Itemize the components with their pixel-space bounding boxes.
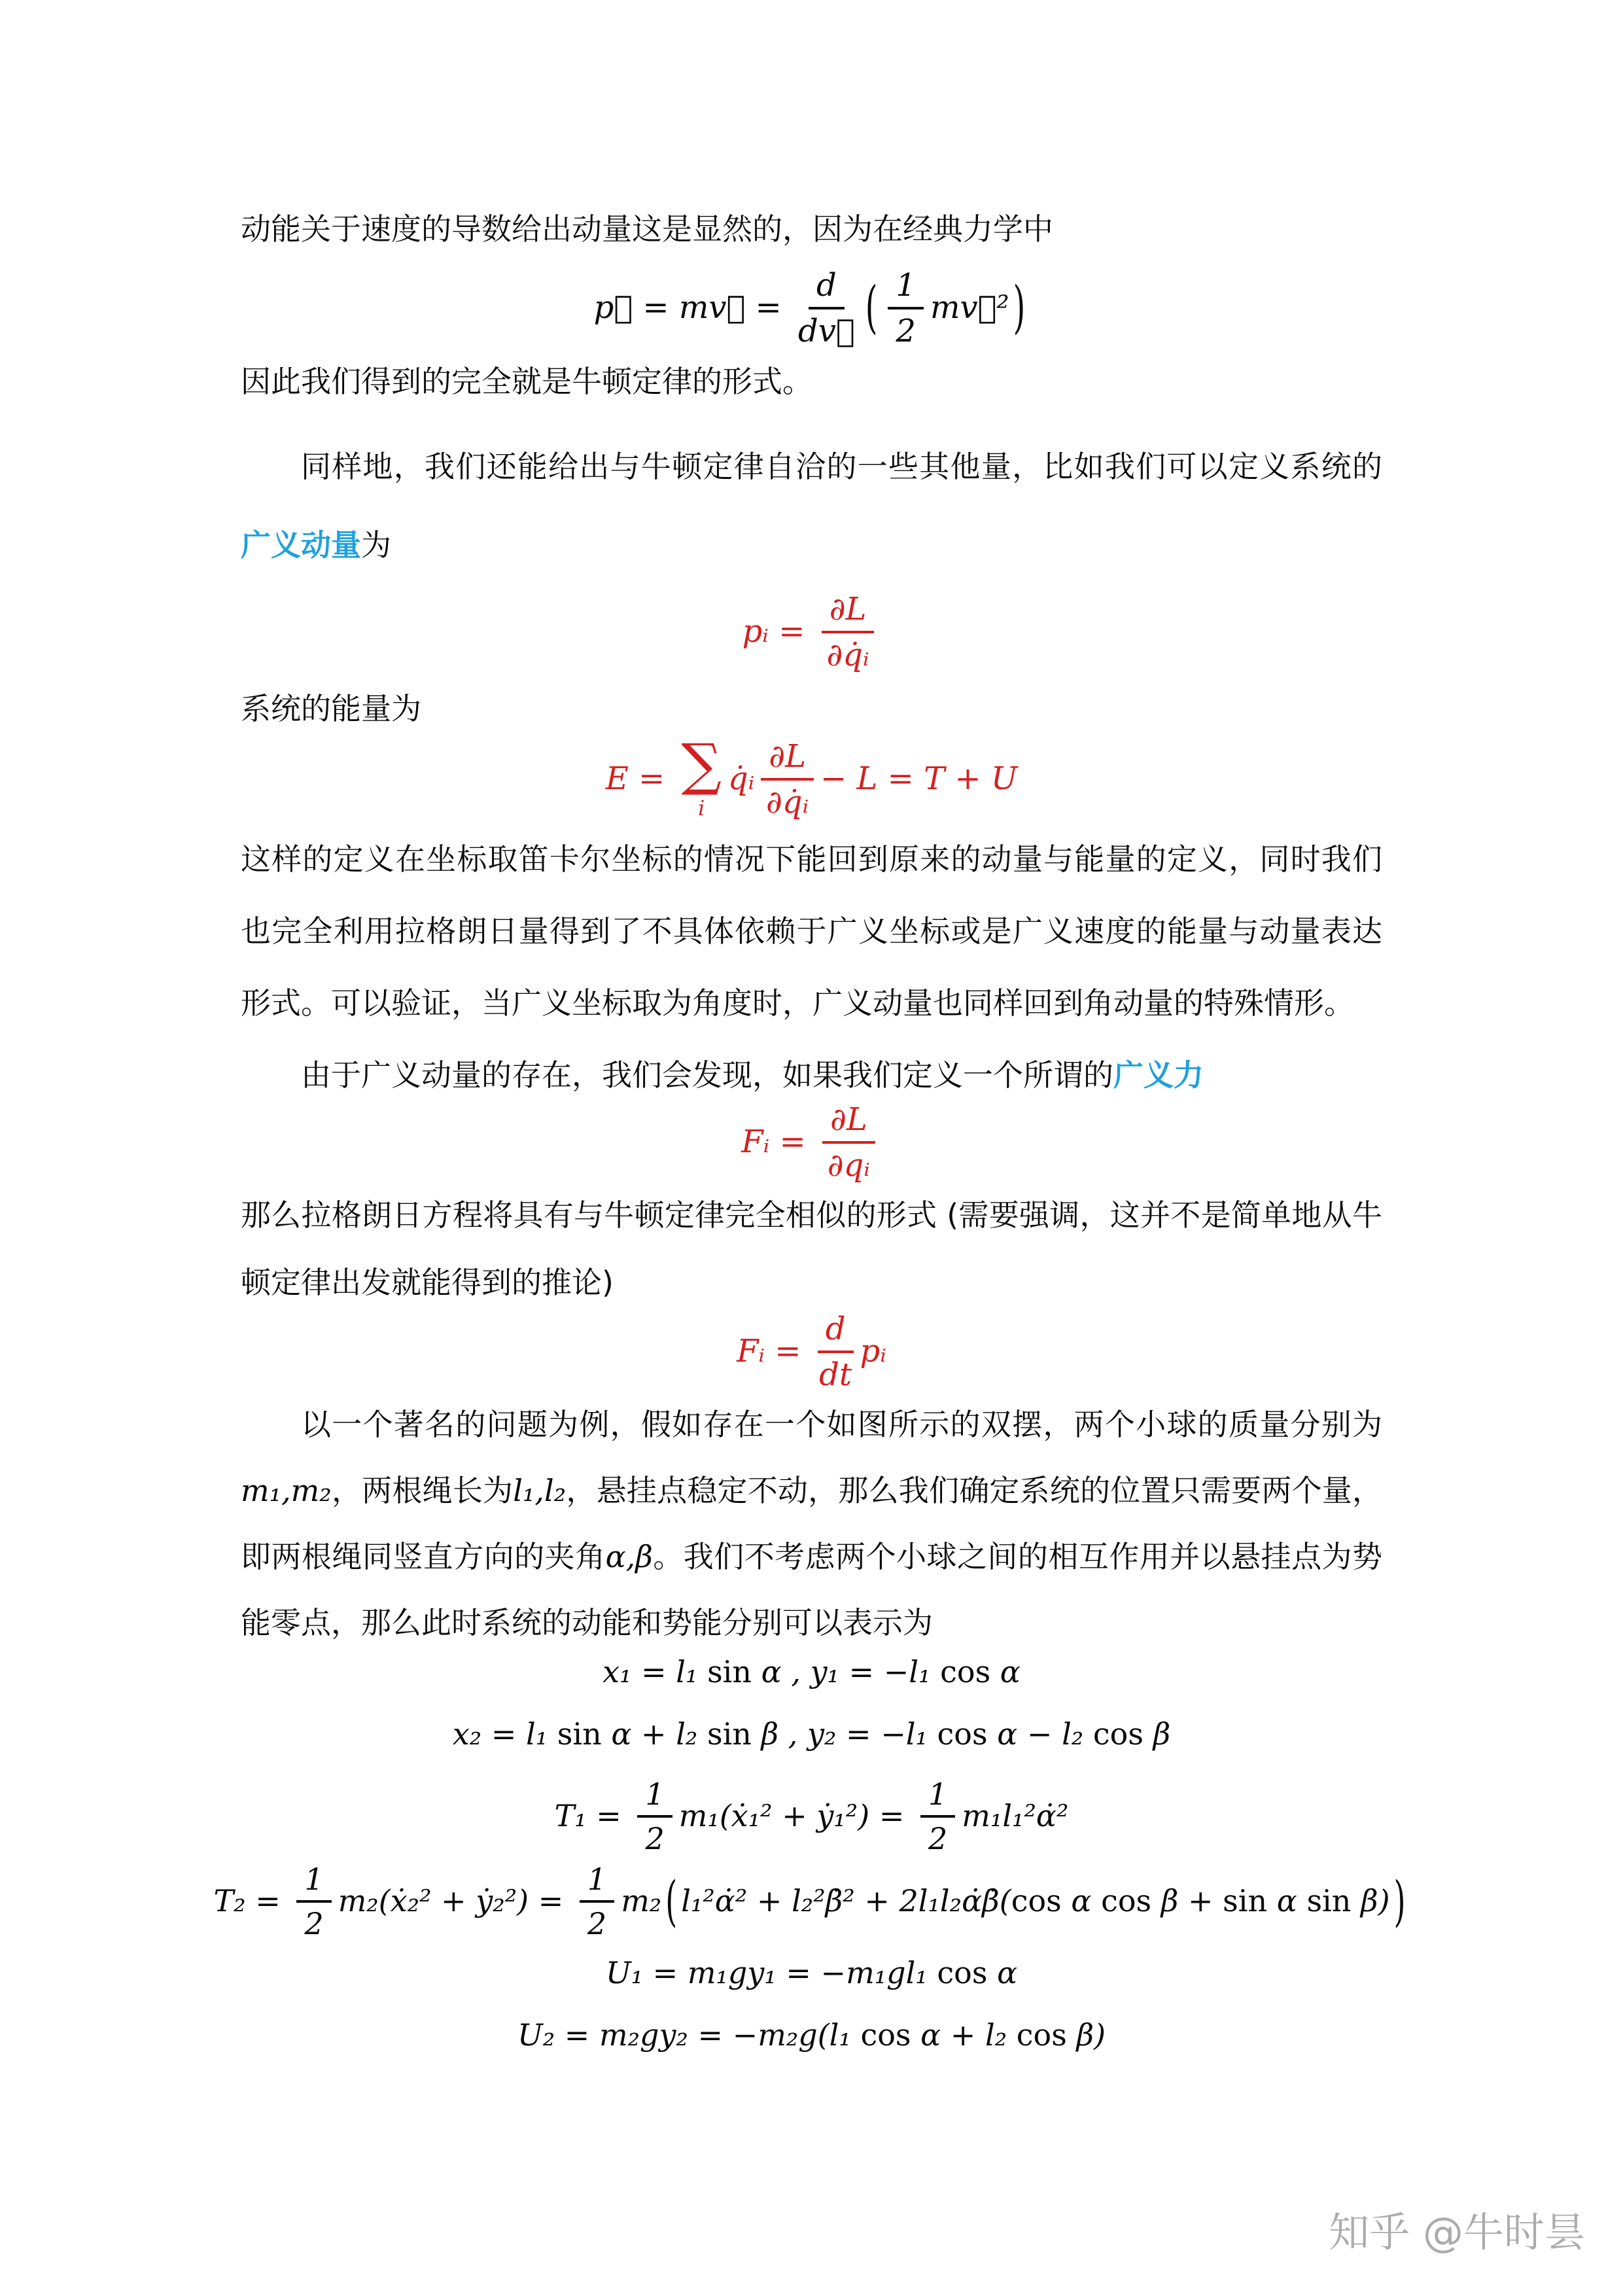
fraction-half — [637, 1777, 672, 1855]
equation-part: U₂ = m₂gy₂ = −m₂g(l₁ — [517, 2017, 861, 2053]
equation-part: α — [1267, 1883, 1307, 1918]
equation-part: β) — [1066, 2017, 1106, 2053]
formula-generalized-force — [241, 1099, 1382, 1184]
paragraph-text: ，悬挂点稳定不动，那么我们确定系统的位置只需要两个量，即两根绳同竖直方向的夹角 — [241, 1473, 1383, 1574]
cos-function: cos — [1016, 2017, 1067, 2053]
math-variable-masses: m₁,m₂ — [241, 1473, 332, 1508]
highlight-generalized-momentum: 广义动量 — [241, 527, 361, 563]
fraction-denominator: 2 — [645, 1821, 665, 1856]
equation-kinetic-energy-2 — [213, 1861, 1406, 1941]
fraction-denominator: ∂q̇ᵢ — [766, 784, 809, 821]
equation-part: m₂(ẋ₂² + ẏ₂²) = — [338, 1883, 573, 1918]
equation-part: α , y₁ = −l₁ — [752, 1654, 941, 1689]
equation-kinetic-energy-1 — [241, 1776, 1382, 1855]
equation-position-2 — [241, 1714, 1382, 1754]
fraction — [822, 1102, 875, 1182]
sin-function: sin — [1223, 1883, 1268, 1918]
paragraph-text: 以一个著名的问题为例，假如存在一个如图所示的双摆，两个小球的质量分别为 — [301, 1407, 1382, 1442]
equation-part: U₁ = m₁gy₁ = −m₁gl₁ — [605, 1955, 937, 1990]
equation-part: β , y₂ = −l₁ — [751, 1716, 937, 1752]
fraction-numerator: 1 — [637, 1777, 672, 1818]
fraction-numerator: ∂L — [822, 1102, 875, 1144]
cos-function: cos — [860, 2017, 911, 2053]
cos-function: cos — [940, 1654, 991, 1689]
sin-function: sin — [557, 1716, 602, 1752]
fraction — [761, 739, 814, 819]
summation-limit: i — [698, 795, 705, 821]
fraction — [818, 1311, 854, 1392]
equation-part: T₂ = — [213, 1883, 290, 1918]
equation-part: α — [1061, 1883, 1102, 1918]
math-variable-angles: α,β — [605, 1539, 653, 1574]
formula-lhs: E = — [605, 760, 675, 797]
paragraph-lagrange-similar-form — [241, 1182, 1382, 1316]
fraction-denominator: 2 — [928, 1821, 948, 1856]
formula-generalized-momentum — [241, 589, 1382, 674]
formula-energy — [241, 723, 1382, 834]
fraction-denominator: 2 — [896, 313, 916, 349]
fraction-numerator: ∂L — [761, 739, 814, 781]
fraction-numerator: 1 — [888, 268, 924, 309]
cos-function: cos — [1092, 1716, 1143, 1752]
fraction-half — [888, 268, 924, 348]
fraction-denominator: ∂qᵢ — [827, 1147, 870, 1184]
equation-part: l₁²α̇² + l₂²β̇² + 2l₁l₂α̇β̇( — [681, 1883, 1011, 1918]
equation-position-1 — [241, 1652, 1382, 1691]
fraction — [822, 592, 875, 672]
formula-lhs: pᵢ = — [742, 613, 815, 650]
right-paren: ) — [1393, 1869, 1406, 1933]
paragraph-text: 同样地，我们还能给出与牛顿定律自洽的一些其他量，比如我们可以定义系统的 — [301, 449, 1382, 484]
paragraph-text: 为 — [361, 527, 391, 563]
paragraph-text: 这样的定义在坐标取笛卡尔坐标的情况下能回到原来的动量与能量的定义，同时我们也完全利用拉格朗日量得到了不具体依赖于广义坐标或是广义速度的能量与动量表达形式。可以验证，当广义坐标取为角度时，广义动量也同样回到角动量的特殊情形。 — [241, 841, 1382, 1021]
paragraph-text: 系统的能量为 — [241, 691, 421, 726]
paragraph-text: 由于广义动量的存在，我们会发现，如果我们定义一个所谓的 — [301, 1057, 1113, 1093]
sin-function: sin — [707, 1716, 752, 1752]
formula-body: mv⃗² — [930, 289, 1009, 326]
equation-part: m₁l₁²α̇² — [962, 1798, 1069, 1833]
fraction-numerator: ∂L — [822, 592, 875, 633]
paragraph-kinetic-derivative — [241, 193, 1382, 265]
fraction-numerator: d — [809, 268, 845, 309]
cos-function: cos — [937, 1716, 988, 1752]
equation-part: m₁(ẋ₁² + ẏ₁²) = — [678, 1798, 914, 1833]
sin-function: sin — [707, 1654, 752, 1689]
paragraph-newton-form — [241, 345, 1382, 417]
sin-function: sin — [1306, 1883, 1352, 1918]
cos-function: cos — [1011, 1883, 1062, 1918]
fraction-half — [920, 1777, 955, 1855]
formula-rhs: pᵢ — [860, 1333, 886, 1369]
equation-part: α — [990, 1654, 1021, 1689]
zhihu-watermark: 知乎 @牛时昙 — [1329, 2208, 1585, 2256]
fraction-half — [580, 1862, 614, 1940]
right-paren: ) — [1013, 274, 1026, 341]
fraction-denominator: dv⃗ — [798, 313, 855, 349]
formula-momentum-newton — [241, 255, 1382, 360]
paragraph-double-pendulum-setup — [241, 1392, 1382, 1656]
formula-rhs: − L = T + U — [820, 760, 1018, 797]
formula-force-momentum-derivative — [241, 1309, 1382, 1394]
fraction-numerator: 1 — [296, 1862, 331, 1903]
equation-part: α — [987, 1955, 1018, 1990]
formula-lhs: p⃗ = mv⃗ = — [593, 289, 792, 326]
paragraph-text: 因此我们得到的完全就是牛顿定律的形式。 — [241, 364, 812, 399]
equation-part: x₁ = l₁ — [602, 1654, 708, 1689]
left-paren: ( — [665, 1869, 678, 1933]
equation-part: T₁ = — [554, 1798, 631, 1833]
qdot-term: q̇ᵢ — [727, 760, 755, 797]
equation-part: m₂ — [621, 1883, 662, 1918]
summation — [681, 732, 722, 821]
fraction-half — [296, 1862, 331, 1940]
equation-potential-energy-1 — [241, 1953, 1382, 1992]
formula-lhs: Fᵢ = — [741, 1123, 816, 1160]
paragraph-text: ，两根绳长为 — [331, 1473, 514, 1508]
sigma-symbol: ∑ — [681, 732, 722, 798]
fraction-denominator: ∂q̇ᵢ — [826, 637, 869, 673]
cos-function: cos — [1101, 1883, 1152, 1918]
paragraph-cartesian-definition — [241, 823, 1382, 1039]
fraction-numerator: d — [818, 1311, 854, 1353]
paragraph-generalized-momentum-intro — [241, 427, 1382, 584]
cos-function: cos — [937, 1955, 988, 1990]
fraction-denominator: dt — [819, 1356, 852, 1393]
formula-lhs: Fᵢ = — [737, 1333, 811, 1369]
equation-part: α + l₂ — [911, 2017, 1017, 2053]
fraction — [798, 268, 855, 348]
fraction-numerator: 1 — [580, 1862, 614, 1903]
fraction-denominator: 2 — [304, 1906, 324, 1941]
paragraph-text: 那么拉格朗日方程将具有与牛顿定律完全相似的形式 (需要强调，这并不是简单地从牛顿定律出发就能得到的推论) — [241, 1197, 1382, 1300]
paragraph-text: 动能关于速度的导数给出动量这是显然的，因为在经典力学中 — [241, 211, 1053, 247]
equation-part: x₂ = l₁ — [452, 1716, 557, 1752]
equation-part: α − l₂ — [987, 1716, 1093, 1752]
highlight-generalized-force: 广义力 — [1113, 1057, 1204, 1093]
left-paren: ( — [865, 274, 878, 341]
equation-part: β) — [1351, 1883, 1390, 1918]
math-variable-lengths: l₁,l₂ — [513, 1473, 567, 1508]
equation-part: β — [1143, 1716, 1171, 1752]
equation-part: β + — [1151, 1883, 1223, 1918]
equation-part: α + l₂ — [601, 1716, 707, 1752]
fraction-numerator: 1 — [920, 1777, 955, 1818]
fraction-denominator: 2 — [587, 1906, 607, 1941]
equation-potential-energy-2 — [241, 2015, 1382, 2055]
paragraph-text: 。我们不考虑两个小球之间的相互作用并以悬挂点为势能零点，那么此时系统的动能和势能分别可以表示为 — [241, 1539, 1383, 1640]
